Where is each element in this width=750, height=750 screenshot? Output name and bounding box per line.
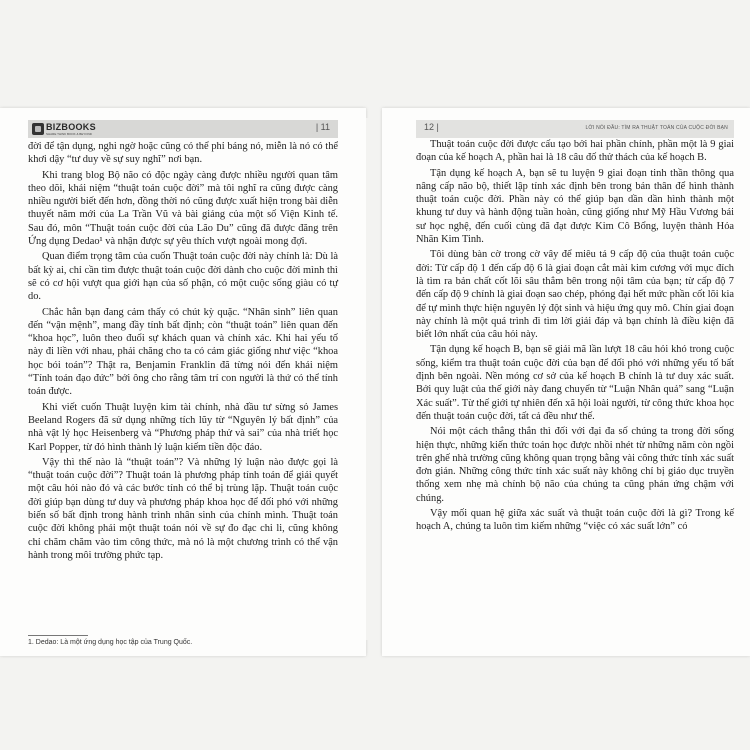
logo-name: BIZBOOKS xyxy=(46,121,96,132)
paragraph: Chắc hẳn bạn đang cảm thấy có chút kỳ quặc. “Nhân sinh” liên quan đến “vận mệnh”, mang đầy tính bất định; còn “thuật toán” liên quan đến “khoa học”, luôn theo đuổi sự khách quan và chính xác. Khi hai yếu tố này đi liền với nhau, phải chăng cho ta có cảm giác giống như việc “khoa học bói toán”? Thật ra, Benjamin Franklin đã từng nói đến khái niệm “Tính toán đạo đức” bởi ông cho rằng tâm trí con người là thứ có thể tính toán được. xyxy=(28,306,338,398)
paragraph: Thuật toán cuộc đời được cấu tạo bởi hai phần chính, phần một là 9 giai đoạn của kế hoạch A, phần hai là 18 câu đố thử thách của kế hoạch B. xyxy=(416,139,734,164)
logo-tagline: SHARE THINK BOOK & BEYOND xyxy=(46,131,92,136)
running-title: LỜI NÓI ĐẦU: TÌM RA THUẬT TOÁN CỦA CUỘC ĐỜI BẠN xyxy=(585,125,728,131)
page-number: 12 | xyxy=(424,122,439,132)
paragraph: Tận dụng kế hoạch A, bạn sẽ tu luyện 9 giai đoạn tinh thần thông qua nâng cấp não bộ, thiết lập tính xác định bên trong bản thân để hình thành thuật toán cuộc đời. Phần này có thể giúp bạn dần dần hình thành một khung tư duy và hành động tuần hoàn, cũng giống như Mỹ Hầu Vương bái sư học nghệ, đến cuối cùng đã đạt được Kim Cô Bổng, luyện thành Hỏa Nhãn Kim Tinh. xyxy=(416,167,734,246)
book-icon xyxy=(32,123,44,135)
paragraph: Khi viết cuốn Thuật luyện kim tài chính, nhà đầu tư sừng sỏ James Beeland Rogers đã sử dụng những tích lũy từ “Nguyên lý bất định” của nhà vật lý học Heisenberg và “Phương pháp thử và sai” của nhà triết học Karl Popper, từ đó hình thành lý luận kiếm tiền độc đáo. xyxy=(28,401,338,453)
right-page xyxy=(382,108,750,656)
gutter xyxy=(366,118,382,640)
right-page-body xyxy=(416,138,734,536)
left-page-header xyxy=(28,120,338,138)
left-page-body xyxy=(28,140,338,564)
paragraph: Tôi dùng bàn cờ trong cờ vây để miêu tả 9 cấp độ của thuật toán cuộc đời: Từ cấp độ 1 đến cấp độ 6 là giai đoạn cắt mài kim cương với mục đích là tìm ra bản chất cốt lõi sâu thẳm bên trong nội tâm của bạn; từ cấp độ 7 đến cấp độ 9 chính là giai đoạn sao chép, phóng đại hết mức phần cốt lõi kia để tự mình thực hiện nguyên lý đột sinh và hiệu ứng quy mô. Chín giai đoạn này chính là một quá trình đi tìm lời giải đáp và bạn chính là điều kiện đã biết lớn nhất của câu hỏi này. xyxy=(416,249,734,341)
left-page xyxy=(0,108,366,656)
paragraph: Vậy thì thế nào là “thuật toán”? Và những lý luận nào được gọi là “thuật toán cuộc đời”? Thuật toán là phương pháp tính toán để giải quyết một câu hỏi nào đó và các bước tính có thể bị trùng lặp. Thuật toán cuộc đời giúp bạn dùng tư duy và phương pháp khoa học để đối phó với những biến số bất định trong hành trình nhân sinh của chính mình. Thuật toán cuộc đời không phải một thuật toán nói về sự đo đạc chi li, cũng không chỉ chăm chăm vào tìm công thức, mà nó là một chương trình có thể vận hành trong môi trường phức tạp. xyxy=(28,456,338,561)
paragraph: Vậy mối quan hệ giữa xác suất và thuật toán cuộc đời là gì? Trong kế hoạch A, chúng ta luôn tìm kiếm những “việc có xác suất lớn” có xyxy=(416,508,734,533)
footnote: 1. Dedao: Là một ứng dụng học tập của Trung Quốc. xyxy=(28,639,193,646)
bizbooks-logo xyxy=(32,121,96,137)
paragraph: Quan điểm trọng tâm của cuốn Thuật toán cuộc đời này chính là: Dù là bất kỳ ai, chỉ cần tìm được thuật toán cuộc đời dành cho cuộc đời mình thì sẽ có cơ hội vượt qua giới hạn của số phận, có một cuộc sống giàu có tự do. xyxy=(28,251,338,303)
paragraph: Khi trang blog Bộ não có độc ngày càng được nhiều người quan tâm theo dõi, khái niệm “thuật toán cuộc đời” mà tôi nghĩ ra cũng được càng nhiều người biết đến hơn, đồng thời nó cũng được xuất hiện trong bài diễn thuyết năm mới của La Trần Vũ và bài giảng của một số Viện Kinh tế. Sau đó, môn “Thuật toán cuộc đời của Lão Du” cũng đã được đăng trên Ứng dụng Dedao¹ và nhận được sự yêu thích vượt ngoài mong đợi. xyxy=(28,169,338,248)
paragraph: đời để tận dụng, nghi ngờ hoặc cũng có thể phỉ báng nó, miễn là nó có thể khơi dậy “tư duy về sự suy nghĩ” nơi bạn. xyxy=(28,141,338,166)
footnote-divider xyxy=(28,635,88,636)
right-page-header xyxy=(416,120,734,138)
paragraph: Tận dụng kế hoạch B, bạn sẽ giải mã lần lượt 18 câu hỏi khó trong cuộc sống, kiểm tra thuật toán cuộc đời của bạn để đối phó với những yếu tố bất định bên ngoài. Nền móng cơ sở của kế hoạch B chính là tư duy xác suất. Bởi quy luật của thế giới này đang chuyển từ “Luận Nhân quả” sang “Luận Xác suất”. Từ thế giới tự nhiên đến xã hội loài người, từ công thức khoa học đến thuật toán cuộc đời, tất cả đều như thế. xyxy=(416,344,734,422)
page-number: | 11 xyxy=(315,122,330,132)
paragraph: Nói một cách thẳng thắn thì đối với đại đa số chúng ta trong đời sống hiện thực, những kiến thức toán học được nhồi nhét từ những năm còn ngồi trên ghế nhà trường cũng không quan trọng bằng vài công thức tính xác suất đơn giản. Những công thức tính xác suất này không chỉ bị giáo dục truyền thống xem nhẹ mà chính bộ não của chúng ta cũng phản ứng chậm với chúng. xyxy=(416,426,734,504)
